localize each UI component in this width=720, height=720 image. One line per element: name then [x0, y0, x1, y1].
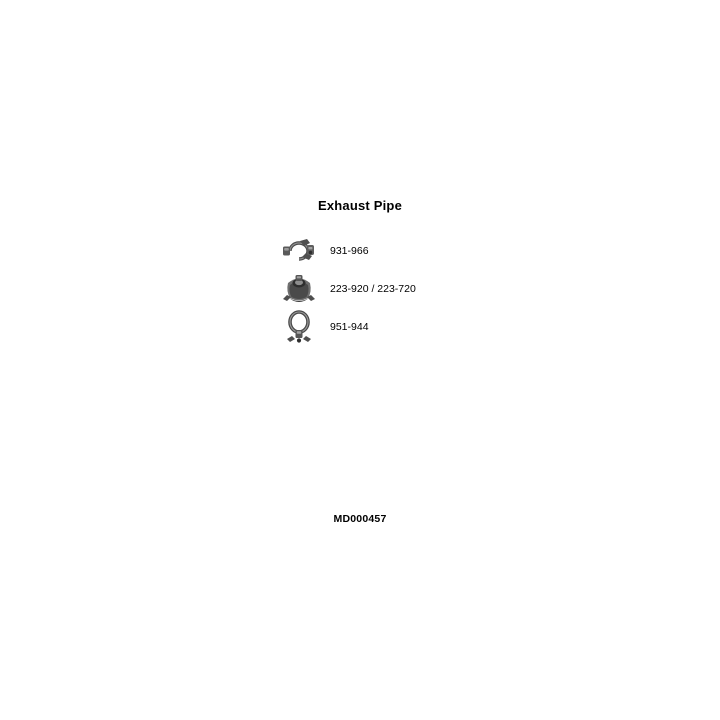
part-number: 931-966 [330, 245, 369, 257]
list-item[interactable] [278, 308, 618, 346]
parts-list [278, 232, 618, 346]
exhaust-clamp-ring-icon [278, 233, 320, 269]
list-item[interactable] [278, 270, 618, 308]
exhaust-bracket-icon [278, 271, 320, 307]
list-item[interactable] [278, 232, 618, 270]
page-title: Exhaust Pipe [317, 198, 403, 213]
document-code: MD000457 [333, 513, 387, 525]
exhaust-hanger-ring-icon [278, 309, 320, 345]
part-number: 223-920 / 223-720 [330, 283, 416, 295]
part-number: 951-944 [330, 321, 369, 333]
